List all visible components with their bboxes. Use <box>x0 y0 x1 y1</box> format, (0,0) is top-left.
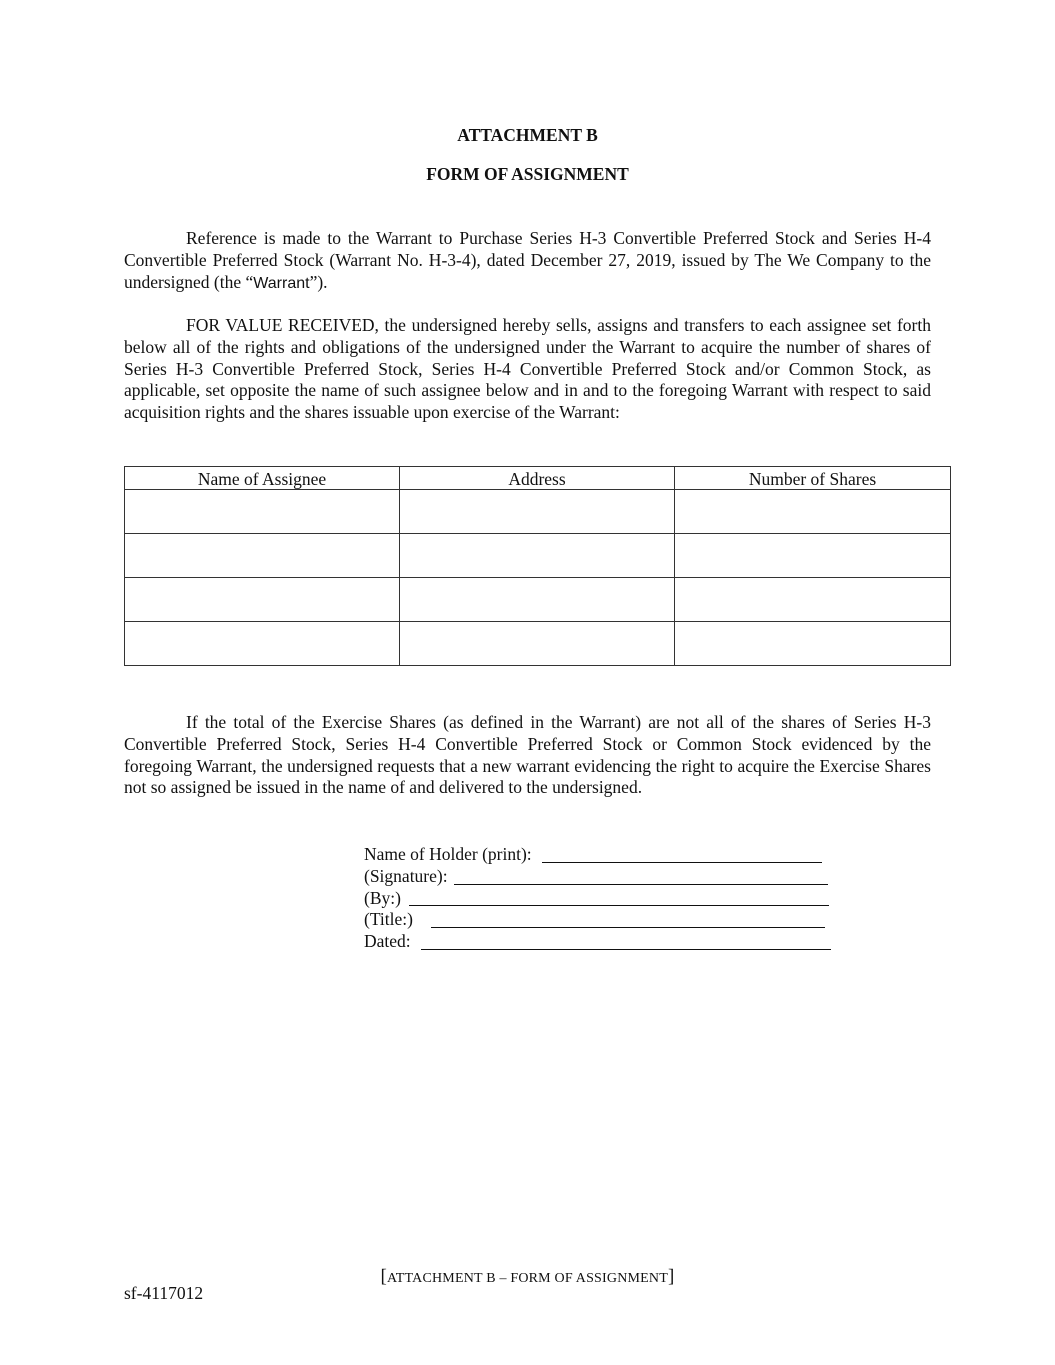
holder-name-row <box>364 844 836 866</box>
warrant-defined-term: Warrant <box>253 274 310 292</box>
table-row <box>125 622 951 666</box>
table-row <box>125 578 951 622</box>
assignee-shares-cell[interactable] <box>675 534 951 578</box>
signature-block <box>364 844 836 953</box>
dated-line[interactable] <box>421 932 831 950</box>
assignee-shares-cell[interactable] <box>675 622 951 666</box>
assignee-address-cell[interactable] <box>400 622 675 666</box>
table-row <box>125 490 951 534</box>
assignee-shares-cell[interactable] <box>675 490 951 534</box>
title-line[interactable] <box>431 910 825 928</box>
column-header-name: Name of Assignee <box>125 467 400 490</box>
assignee-shares-cell[interactable] <box>675 578 951 622</box>
reference-text-end: ”). <box>309 271 328 292</box>
holder-name-line[interactable] <box>542 845 822 863</box>
form-title: FORM OF ASSIGNMENT <box>426 164 629 184</box>
reference-text-start: Reference is made to the Warrant to Purchase Series H-3 Convertible Preferred Stock and Series H-4 Convertible Preferred Stock (Warrant No. H-3-4), dated December 27, 2019, issued by The We Company to the undersigned (the “ <box>124 228 931 292</box>
signature-label: (Signature): <box>364 865 452 886</box>
exercise-shares-paragraph: If the total of the Exercise Shares (as defined in the Warrant) are not all of the shares of Series H-3 Convertible Preferred Stock, Series H-4 Convertible Preferred Stock or Common Stock evidenced by the foregoing Warrant, the undersigned requests that a new warrant evidencing the right to acquire the Exercise Shares not so assigned be issued in the name of and delivered to the undersigned. <box>124 712 931 798</box>
table-row <box>125 534 951 578</box>
title-row <box>364 909 836 931</box>
column-header-shares: Number of Shares <box>675 467 951 490</box>
assignee-name-cell[interactable] <box>125 534 400 578</box>
assignee-name-cell[interactable] <box>125 622 400 666</box>
assignee-address-cell[interactable] <box>400 578 675 622</box>
document-id: sf-4117012 <box>124 1283 204 1303</box>
assignee-table <box>124 466 951 666</box>
reference-paragraph <box>124 228 931 294</box>
by-line[interactable] <box>409 888 829 906</box>
column-header-address: Address <box>400 467 675 490</box>
assignee-address-cell[interactable] <box>400 534 675 578</box>
signature-row <box>364 866 836 888</box>
table-header-row <box>125 467 951 490</box>
value-received-paragraph: FOR VALUE RECEIVED, the undersigned hereby sells, assigns and transfers to each assignee set forth below all of the rights and obligations of the undersigned under the Warrant to acquire the number of shares of Series H-3 Convertible Preferred Stock, Series H-4 Convertible Preferred Stock and/or Common Stock, as applicable, set opposite the name of such assignee below and in and to the foregoing Warrant with respect to said acquisition rights and the shares issuable upon exercise of the Warrant: <box>124 315 931 423</box>
by-row <box>364 888 836 910</box>
assignee-name-cell[interactable] <box>125 578 400 622</box>
assignee-address-cell[interactable] <box>400 490 675 534</box>
footer-bracket-close: ] <box>667 1266 675 1287</box>
assignee-name-cell[interactable] <box>125 490 400 534</box>
dated-row <box>364 931 836 953</box>
signature-line[interactable] <box>454 867 828 885</box>
holder-name-label: Name of Holder (print): <box>364 844 537 864</box>
dated-label: Dated: <box>364 931 416 952</box>
by-label: (By:) <box>364 887 406 908</box>
title-label: (Title:) <box>364 909 418 930</box>
footer-title: ATTACHMENT B – FORM OF ASSIGNMENT <box>387 1271 668 1286</box>
attachment-heading: ATTACHMENT B <box>457 125 598 145</box>
footer-bracket-open: [ <box>380 1266 387 1287</box>
